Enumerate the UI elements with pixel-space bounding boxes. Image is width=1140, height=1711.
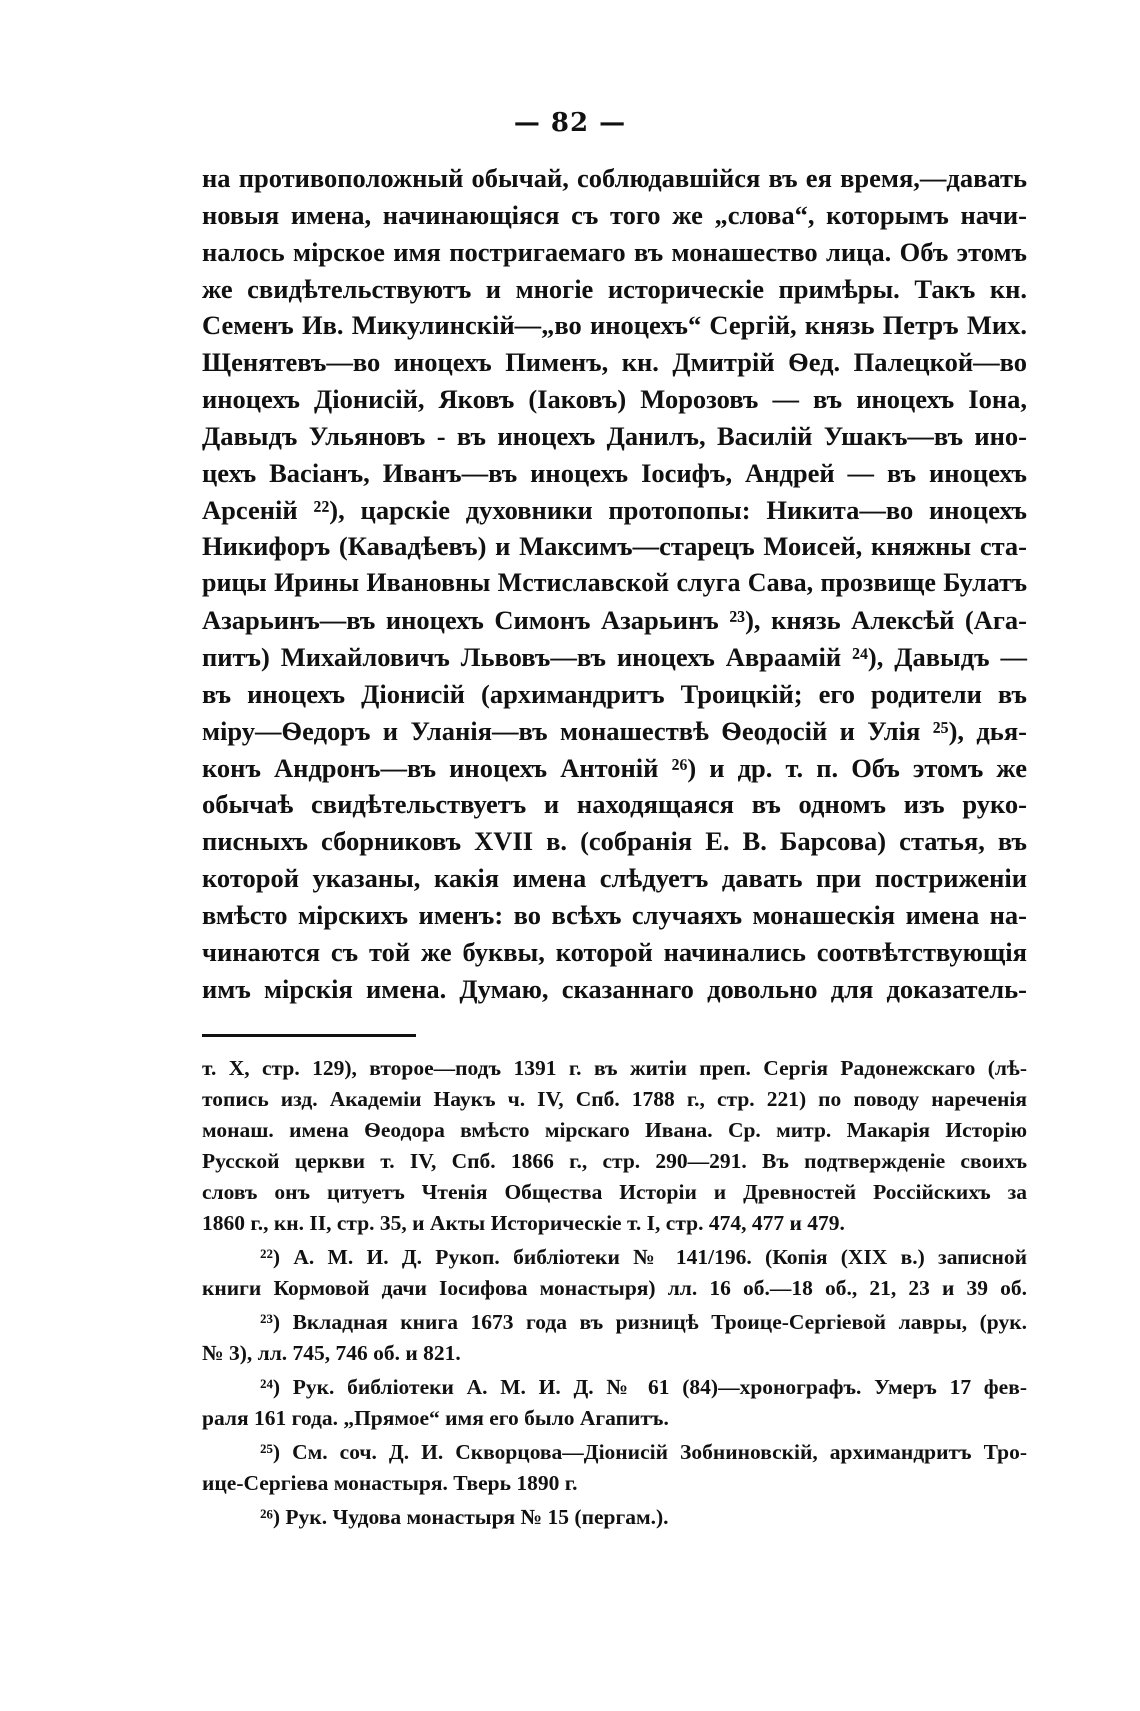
- footnote-divider: [202, 1034, 416, 1037]
- text-line: имъ мірскія имена. Думаю, сказаннаго довольно для доказатель-: [202, 973, 1027, 1004]
- text-line: вмѣсто мірскихъ именъ: во всѣхъ случаяхъ монашескія имена на-: [202, 899, 1027, 930]
- footnote-23: ²³) Вкладная книга 1673 года въ ризницѣ Троице-Сергіевой лавры, (рук.: [260, 1310, 1027, 1334]
- footnote-line: топись изд. Академіи Наукъ ч. IV, Спб. 1788 г., стр. 221) по поводу нареченія: [202, 1087, 1027, 1111]
- footnote-line: т. X, стр. 129), второе—подъ 1391 г. въ житіи преп. Сергія Радонежскаго (лѣ-: [202, 1056, 1027, 1080]
- footnote-line: словъ онъ цитуетъ Чтенія Общества Исторіи и Древностей Россійскихъ за: [202, 1180, 1027, 1204]
- footnote-25: ²⁵) См. соч. Д. И. Скворцова—Діонисій Зобниновскій, архимандритъ Тро-: [260, 1440, 1027, 1464]
- text-line: цехъ Васіанъ, Иванъ—въ иноцехъ Іосифъ, Андрей — въ иноцехъ: [202, 457, 1027, 488]
- text-line: чинаются съ той же буквы, которой начинались соотвѣтствующія: [202, 936, 1027, 967]
- footnote-22: ²²) А. М. И. Д. Рукоп. библіотеки № 141/196. (Копія (XIX в.) записной: [260, 1245, 1027, 1269]
- text-line: Семенъ Ив. Микулинскій—„во иноцехъ“ Сергій, князь Петръ Мих.: [202, 310, 1027, 341]
- text-line: налось мірское имя постригаемаго въ монашество лица. Объ этомъ: [202, 236, 1027, 267]
- footnote-line: № 3), лл. 745, 746 об. и 821.: [202, 1341, 461, 1365]
- footnote-26: ²⁶) Рук. Чудова монастыря № 15 (пергам.).: [260, 1505, 669, 1529]
- text-line: Арсеній ²²), царскіе духовники протопопы: Никита—во иноцехъ: [202, 494, 1027, 525]
- text-line: Никифоръ (Кавадѣевъ) и Максимъ—старецъ Моисей, княжны ста-: [202, 531, 1027, 562]
- text-line: новыя имена, начинающіяся съ того же „слова“, которымъ начи-: [202, 199, 1027, 230]
- text-line: Щенятевъ—во иноцехъ Пименъ, кн. Дмитрій Ѳед. Палецкой—во: [202, 347, 1027, 378]
- footnote-line: 1860 г., кн. II, стр. 35, и Акты Историческіе т. I, стр. 474, 477 и 479.: [202, 1211, 845, 1235]
- footnote-line: монаш. имена Ѳеодора вмѣсто мірскаго Ивана. Ср. митр. Макарія Исторію: [202, 1118, 1027, 1142]
- text-line: писныхъ сборниковъ XVII в. (собранія Е. В. Барсова) статья, въ: [202, 826, 1027, 857]
- text-line: которой указаны, какія имена слѣдуетъ давать при постриженіи: [202, 863, 1027, 894]
- text-line: въ иноцехъ Діонисій (архимандритъ Троицкій; его родители въ: [202, 678, 1027, 709]
- footnote-line: книги Кормовой дачи Іосифова монастыря) лл. 16 об.—18 об., 21, 23 и 39 об.: [202, 1276, 1027, 1300]
- main-text-block: [202, 160, 1027, 1007]
- footnote-24: ²⁴) Рук. библіотеки А. М. И. Д. № 61 (84)—хронографъ. Умеръ 17 фев-: [260, 1375, 1027, 1399]
- text-line: конъ Андронъ—въ иноцехъ Антоній ²⁶) и др. т. п. Объ этомъ же: [202, 752, 1027, 783]
- text-line: рицы Ирины Ивановны Мстиславской слуга Сава, прозвище Булатъ: [202, 568, 1027, 598]
- footnote-line: ице-Сергіева монастыря. Тверь 1890 г.: [202, 1471, 578, 1495]
- footnote-line: раля 161 года. „Прямое“ имя его было Агапитъ.: [202, 1406, 669, 1430]
- text-line: міру—Ѳедоръ и Уланія—въ монашествѣ Ѳеодосій и Улія ²⁵), дья-: [202, 715, 1027, 746]
- text-line: питъ) Михайловичъ Львовъ—въ иноцехъ Авраамій ²⁴), Давыдъ —: [202, 641, 1027, 672]
- text-line: же свидѣтельствуютъ и многіе историческіе примѣры. Такъ кн.: [202, 273, 1027, 304]
- text-line: на противоположный обычай, соблюдавшійся въ ея время,—давать: [202, 163, 1027, 193]
- text-line: обычаѣ свидѣтельствуетъ и находящаяся въ одномъ изъ руко-: [202, 789, 1027, 820]
- text-line: Давыдъ Ульяновъ - въ иноцехъ Данилъ, Василій Ушакъ—въ ино-: [202, 420, 1027, 451]
- footnotes-block: [202, 1053, 1027, 1533]
- page-number: — 82 —: [513, 108, 627, 138]
- footnote-line: Русской церкви т. IV, Спб. 1866 г., стр. 290—291. Въ подтвержденіе своихъ: [202, 1149, 1027, 1173]
- text-line: иноцехъ Діонисій, Яковъ (Іаковъ) Морозовъ — въ иноцехъ Іона,: [202, 384, 1027, 415]
- text-line: Азарьинъ—въ иноцехъ Симонъ Азарьинъ ²³), князь Алексѣй (Ага-: [202, 605, 1027, 636]
